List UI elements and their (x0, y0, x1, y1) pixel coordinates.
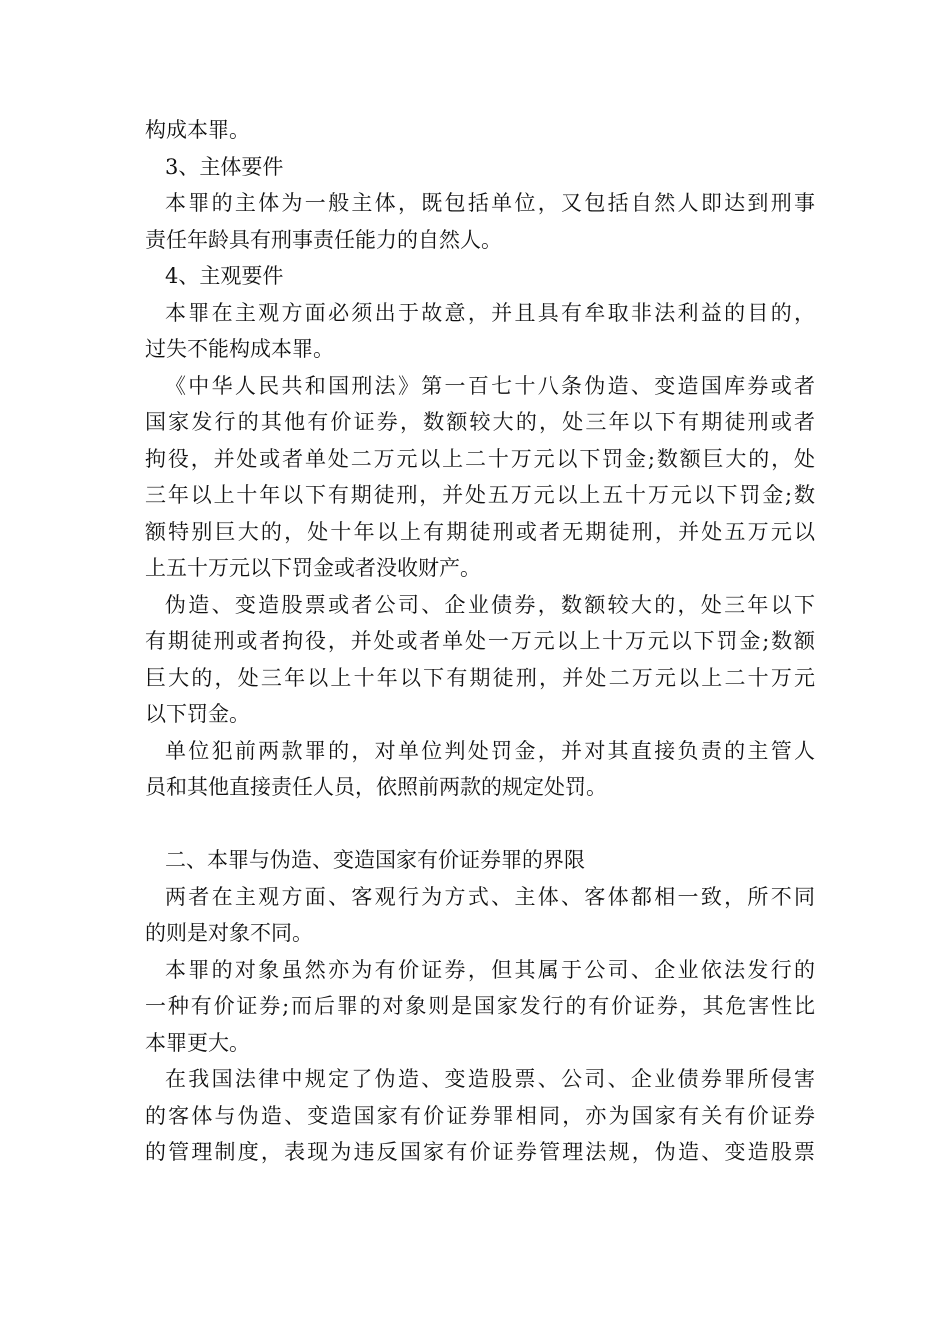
text-line: 本罪的对象虽然亦为有价证券，但其属于公司、企业依法发行的 (165, 957, 815, 982)
text-line: 三年以上十年以下有期徒刑，并处五万元以上五十万元以下罚金;数 (145, 483, 815, 507)
text-line: 的则是对象不同。 (145, 921, 313, 945)
text-line: 责任年龄具有刑事责任能力的自然人。 (145, 227, 502, 252)
text-line: 的管理制度，表现为违反国家有价证券管理法规，伪造、变造股票 (145, 1140, 815, 1164)
text-line: 以下罚金。 (145, 702, 250, 726)
blank-line (145, 806, 815, 843)
text-line: 构成本罪。 (145, 118, 250, 142)
text-line: 本罪更大。 (145, 1030, 250, 1055)
text-line: 在我国法律中规定了伪造、变造股票、公司、企业债券罪所侵害 (165, 1067, 815, 1091)
text-line: 额特别巨大的，处十年以上有期徒刑或者无期徒刑，并处五万元以 (145, 519, 815, 544)
text-line: 上五十万元以下罚金或者没收财产。 (145, 556, 481, 580)
text-line: 国家发行的其他有价证券，数额较大的，处三年以下有期徒刑或者 (145, 410, 815, 434)
text-line: 的客体与伪造、变造国家有价证券罪相同，亦为国家有关有价证券 (145, 1103, 815, 1128)
text-line: 本罪的主体为一般主体，既包括单位，又包括自然人即达到刑事 (165, 191, 815, 215)
text-line: 拘役，并处或者单处二万元以上二十万元以下罚金;数额巨大的，处 (145, 446, 815, 471)
text-line: 巨大的，处三年以上十年以下有期徒刑，并处二万元以上二十万元 (145, 665, 815, 690)
text-line: 《中华人民共和国刑法》第一百七十八条伪造、变造国库券或者 (165, 373, 815, 398)
text-line: 二、本罪与伪造、变造国家有价证券罪的界限 (165, 848, 585, 872)
text-line: 4、主观要件 (165, 264, 284, 288)
text-line: 伪造、变造股票或者公司、企业债券，数额较大的，处三年以下 (165, 592, 815, 617)
text-line: 本罪在主观方面必须出于故意，并且具有牟取非法利益的目的， (165, 300, 815, 325)
document-body (145, 112, 815, 1171)
text-line: 过失不能构成本罪。 (145, 337, 334, 361)
text-line: 单位犯前两款罪的，对单位判处罚金，并对其直接负责的主管人 (165, 738, 815, 763)
text-line: 两者在主观方面、客观行为方式、主体、客体都相一致，所不同 (165, 884, 815, 909)
text-line: 有期徒刑或者拘役，并处或者单处一万元以上十万元以下罚金;数额 (145, 629, 815, 653)
text-line: 3、主体要件 (165, 154, 284, 179)
text-line: 一种有价证券;而后罪的对象则是国家发行的有价证券，其危害性比 (145, 994, 815, 1018)
text-line: 员和其他直接责任人员，依照前两款的规定处罚。 (145, 775, 607, 799)
